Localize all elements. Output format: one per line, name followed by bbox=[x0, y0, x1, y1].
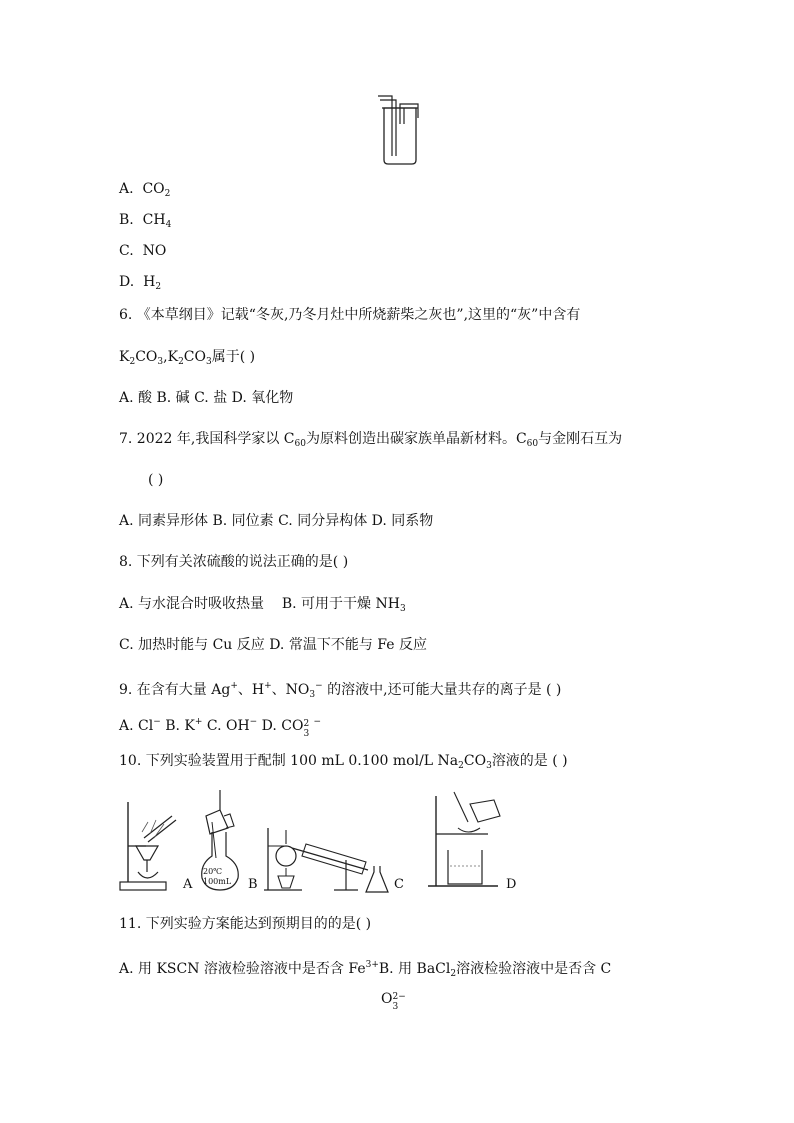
q5-option-c: C. NO bbox=[119, 243, 167, 259]
q5-option-d: D. $H_2$ bbox=[119, 274, 162, 292]
q11-options-ab: A. 用 KSCN 溶液检验溶液中是否含 $Fe^{3+}B$. 用 BaCl$_2$溶液检验溶液中是否含 C bbox=[119, 960, 612, 979]
q7-options: A. 同素异形体 B. 同位素 C. 同分异构体 D. 同系物 bbox=[119, 513, 434, 529]
q5-option-b: B. $CH_4$ bbox=[119, 212, 172, 230]
flask-temp-label: 20℃ bbox=[203, 867, 223, 876]
apparatus-label-a: A bbox=[183, 877, 193, 892]
apparatus-label-b: B bbox=[248, 877, 258, 892]
apparatus-label-d: D bbox=[506, 877, 517, 892]
q10-stem: 10. 下列实验装置用于配制 100 mL 0.100 mol/L $Na_2CO_3$溶液的是 ( ) bbox=[119, 753, 568, 771]
q6-stem: 6. 《本草纲目》记载“冬灰,乃冬月灶中所烧薪柴之灰也”,这里的“灰”中含有 bbox=[119, 307, 581, 323]
q11-option-b-ion: O 2− 3 bbox=[381, 991, 406, 1012]
apparatus-c-figure bbox=[262, 826, 396, 896]
q11-stem: 11. 下列实验方案能达到预期目的的是( ) bbox=[119, 916, 372, 932]
q7-answer-paren: ( ) bbox=[148, 472, 164, 488]
apparatus-a-figure bbox=[118, 798, 188, 894]
q8-options-ab: A. 与水混合时吸收热量 B. 可用于干燥 $NH_3$ bbox=[119, 596, 406, 614]
q6-stem-continued: $K_2CO_3,K_2CO_3$属于( ) bbox=[119, 349, 256, 367]
apparatus-d-figure bbox=[424, 786, 504, 894]
q9-options: A. Cl− B. K+ C. OH− D. CO 2 3 − bbox=[119, 717, 322, 739]
q9-stem: 9. 在含有大量 Ag+、H+、$NO_3^-$ 的溶液中,还可能大量共存的离子是 ( ) bbox=[119, 681, 562, 700]
flask-volume-label: 100mL bbox=[203, 877, 232, 886]
q7-stem: 7. 2022 年,我国科学家以 $C_{60}$为原料创造出碳家族单晶新材料。$C_{60}$与金刚石互为 bbox=[119, 431, 623, 449]
q8-options-cd: C. 加热时能与 Cu 反应 D. 常温下不能与 Fe 反应 bbox=[119, 637, 427, 653]
gas-bottle-figure bbox=[370, 94, 430, 166]
q5-option-a: A. $CO_2$ bbox=[119, 181, 171, 199]
q8-stem: 8. 下列有关浓硫酸的说法正确的是( ) bbox=[119, 554, 349, 570]
apparatus-label-c: C bbox=[394, 877, 404, 892]
q6-options: A. 酸 B. 碱 C. 盐 D. 氧化物 bbox=[119, 390, 294, 406]
